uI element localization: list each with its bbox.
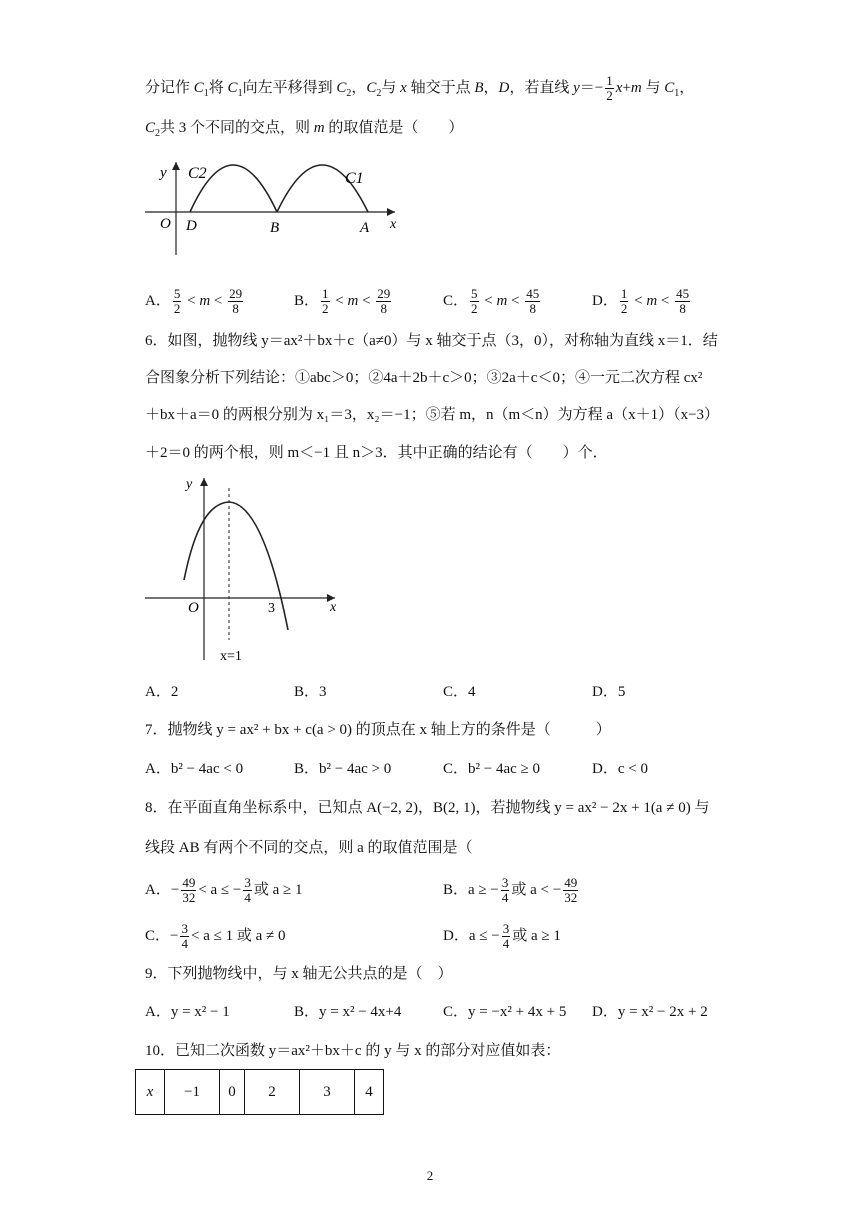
q8-option-c[interactable]: C．− $\frac{3}{4}$ < a ≤ 1 或 a ≠ 0 (145, 921, 286, 951)
graph-label-3: 3 (268, 601, 275, 616)
q7-option-c[interactable]: C．b² − 4ac ≥ 0 (443, 761, 541, 777)
graph-label-x: x (330, 600, 337, 615)
q9-option-b[interactable]: B．y = x² − 4x+4 (294, 1004, 402, 1020)
graph-label-y: y (160, 165, 167, 181)
q6-line-2: 合图象分析下列结论：①abc＞0；②4a＋2b＋c＞0；③2a＋c＜0；④一元二次方程 cx² (145, 370, 703, 386)
q9-option-c[interactable]: C．y = −x² + 4x + 5 (443, 1004, 567, 1020)
graph-label-a: A (360, 220, 370, 236)
q8-option-d[interactable]: D．a ≤ − $\frac{3}{4}$ 或 a ≥ 1 (443, 921, 561, 951)
q8-line-2: 线段 AB 有两个不同的交点，则 a 的取值范围是（ (145, 840, 473, 856)
q5-option-c[interactable]: C． $\frac{5}{2}$ < m < $\frac{45}{8}$ (443, 286, 540, 316)
q6-option-b[interactable]: B．3 (294, 684, 327, 700)
q5-option-d[interactable]: D． $\frac{1}{2}$ < m < $\frac{45}{8}$ (592, 286, 690, 316)
graph-label-c2: C2 (188, 165, 207, 182)
table-row (136, 1070, 384, 1115)
graph-label-x: x (390, 217, 397, 232)
q9-option-d[interactable]: D．y = x² − 2x + 2 (592, 1004, 708, 1020)
q6-option-d[interactable]: D．5 (592, 684, 626, 700)
table-cell: 4 (355, 1070, 384, 1115)
table-cell: 3 (300, 1070, 355, 1115)
q6-graph (140, 470, 350, 665)
q6-line-1: 6．如图，抛物线 y＝ax²＋bx＋c（a≠0）与 x 轴交于点（3，0），对称轴为直线 x＝1．结 (145, 333, 718, 349)
q5-graph (140, 150, 410, 260)
value-table (135, 1069, 384, 1115)
q7-option-d[interactable]: D．c < 0 (592, 761, 648, 777)
half-fraction: $\frac{1}{2}$ (606, 73, 613, 103)
q5-line-1: 分记作 $C_1$将 $C_1$向左平移得到 $C_2$，$C_2$与 x 轴交于点 B，D，若直线 y＝− $\frac{1}{2}$ x+m 与 $C_1$， (145, 73, 695, 103)
axis-of-symmetry-label: x=1 (220, 649, 242, 664)
q10-text: 10．已知二次函数 y＝ax²＋bx＋c 的 y 与 x 的部分对应值如表： (145, 1043, 561, 1059)
table-cell: x (136, 1070, 165, 1115)
table-cell: 2 (245, 1070, 300, 1115)
graph-label-o: O (188, 600, 199, 616)
graph-label-b: B (270, 220, 280, 236)
q6-option-c[interactable]: C．4 (443, 684, 476, 700)
q9-option-a[interactable]: A．y = x² − 1 (145, 1004, 230, 1020)
q5-option-a[interactable]: A． $\frac{5}{2}$ < m < $\frac{29}{8}$ (145, 286, 243, 316)
graph-label-y: y (186, 477, 193, 492)
graph-label-d: D (186, 218, 197, 234)
graph-label-o: O (160, 216, 171, 232)
q7-option-b[interactable]: B．b² − 4ac > 0 (294, 761, 392, 777)
graph-label-c1: C1 (345, 170, 364, 187)
q8-line-1: 8．在平面直角坐标系中，已知点 A(−2, 2)，B(2, 1)，若抛物线 y = ax² − 2x + 1(a ≠ 0) 与 (145, 800, 710, 816)
table-cell: −1 (165, 1070, 220, 1115)
q6-option-a[interactable]: A．2 (145, 684, 179, 700)
q9-text: 9．下列抛物线中，与 x 轴无公共点的是（ ） (145, 966, 453, 982)
q8-option-a[interactable]: A．− $\frac{49}{32}$ < a ≤ − $\frac{3}{4}$ 或 a ≥ 1 (145, 875, 303, 905)
page-number: 2 (426, 1168, 434, 1183)
q6-line-4: ＋2＝0 的两个根，则 m＜−1 且 n＞3．其中正确的结论有（ ）个． (145, 445, 608, 461)
table-cell: 0 (220, 1070, 245, 1115)
q5-option-b[interactable]: B． $\frac{1}{2}$ < m < $\frac{29}{8}$ (294, 286, 391, 316)
q7-text: 7．抛物线 y = ax² + bx + c(a > 0) 的顶点在 x 轴上方的条件是（ ） (145, 722, 611, 738)
q7-option-a[interactable]: A．b² − 4ac < 0 (145, 761, 244, 777)
q6-line-3: ＋bx＋a＝0 的两根分别为 x₁＝3，x₂＝−1；⑤若 m，n（m＜n）为方程 a（x＋1）（x−3） (145, 407, 720, 423)
q5-line-2: $C_2$共 3 个不同的交点，则 m 的取值范是（ ） (145, 120, 464, 139)
q8-option-b[interactable]: B．a ≥ − $\frac{3}{4}$ 或 a < − $\frac{49}{32}$ (443, 875, 578, 905)
